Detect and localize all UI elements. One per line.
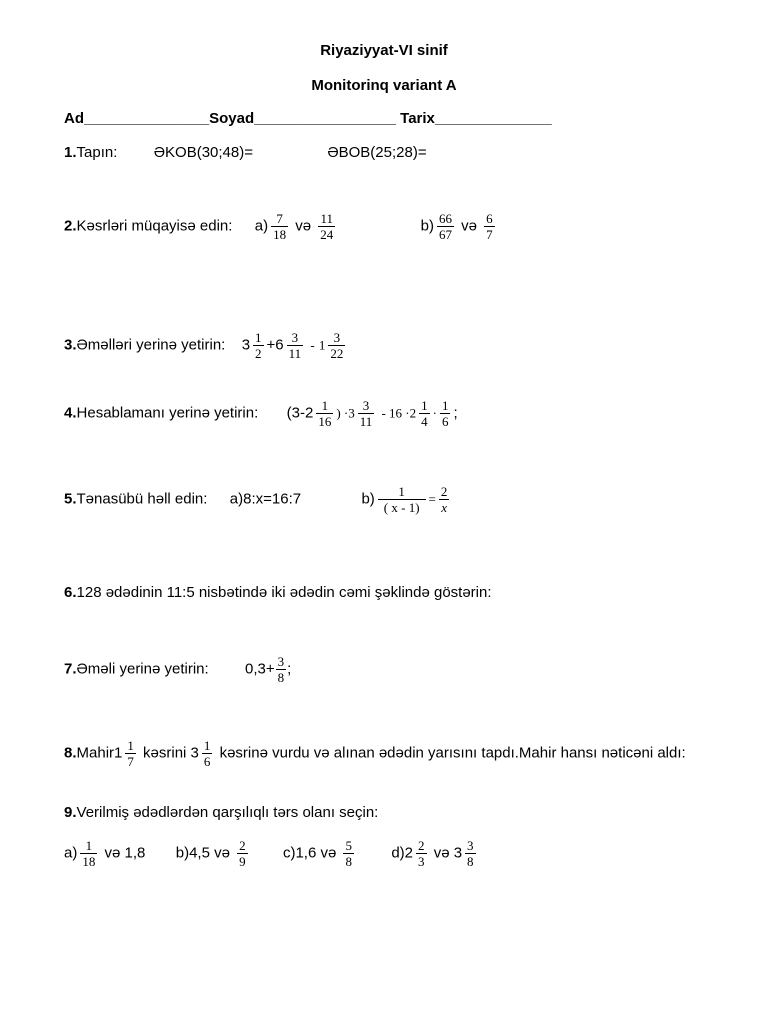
question-text: Tapın: xyxy=(76,144,118,161)
question-text: kəsrinə vurdu və alınan ədədin yarısını tapdı.Mahir hansı nəticəni aldı: xyxy=(219,744,686,762)
question-6 xyxy=(64,584,492,601)
question-text: Mahir1 xyxy=(76,744,123,762)
surname-blank: _________________ xyxy=(254,110,396,127)
conjunction: və xyxy=(461,217,477,235)
fraction: $\frac{3}{11}$ xyxy=(288,330,302,361)
option-a-label: a) xyxy=(64,844,78,862)
fraction: $\frac{1}{6}$ xyxy=(203,738,211,769)
fraction: $\frac{1}{7}$ xyxy=(127,738,134,769)
fraction: $\frac{3}{22}$ xyxy=(330,330,344,361)
question-number: 5. xyxy=(64,490,77,508)
fraction: $\frac{2}{x}$ xyxy=(440,484,448,515)
fraction: $\frac{3}{8}$ xyxy=(277,654,285,685)
expression-part: 0,3+ xyxy=(245,660,275,678)
question-text: Kəsrləri müqayisə edin: xyxy=(76,217,233,235)
fraction: $\frac{1}{4}$ xyxy=(421,398,428,429)
date-label: Tarix xyxy=(400,110,435,127)
surname-label: Soyad xyxy=(209,110,255,127)
question-number: 9. xyxy=(64,804,77,821)
fraction: $\frac{2}{9}$ xyxy=(239,838,246,869)
question-text: Əməlləri yerinə yetirin: xyxy=(76,336,226,354)
question-9-options xyxy=(64,838,479,869)
question-number: 8. xyxy=(64,744,77,762)
question-number: 7. xyxy=(64,660,77,678)
question-text: Tənasübü həll edin: xyxy=(76,490,208,508)
option-a-label: a) xyxy=(254,217,269,235)
question-number: 6. xyxy=(64,584,77,601)
lcm-expression: ƏKOB(30;48)= xyxy=(153,144,253,161)
fraction: $\frac{5}{8}$ xyxy=(345,838,352,869)
question-text: Əməli yerinə yetirin: xyxy=(76,660,209,678)
fraction: $\frac{1}{2}$ xyxy=(255,330,262,361)
expression-end: ; xyxy=(287,660,292,678)
fraction: $\frac{11}{24}$ xyxy=(320,211,334,242)
option-a: a)8:x=16:7 xyxy=(229,490,302,508)
option-c-label: c)1,6 və xyxy=(282,844,337,862)
question-number: 1. xyxy=(64,144,77,161)
question-8 xyxy=(64,738,686,769)
question-2 xyxy=(64,211,498,242)
fraction: $\frac{2}{3}$ xyxy=(418,838,425,869)
conjunction: və xyxy=(295,217,312,235)
question-number: 2. xyxy=(64,217,77,235)
equals-sign: = xyxy=(428,491,436,507)
fraction: $\frac{66}{67}$ xyxy=(438,211,452,242)
question-7 xyxy=(64,654,291,685)
page-subtitle: Monitorinq variant A xyxy=(311,77,457,94)
question-text: Hesablamanı yerinə yetirin: xyxy=(76,404,259,422)
fraction: $\frac{7}{18}$ xyxy=(273,211,287,242)
question-1 xyxy=(64,144,427,161)
expression-end: ; xyxy=(453,404,458,422)
question-3 xyxy=(64,330,348,361)
option-d-label: d)2 xyxy=(391,844,414,862)
student-info-line xyxy=(64,110,552,127)
expression-part: (3-2 xyxy=(286,404,314,422)
page-title: Riyaziyyat-VI sinif xyxy=(320,42,448,59)
expression-part: - 16 ·2 xyxy=(381,405,417,421)
expression-part: · xyxy=(432,405,437,421)
fraction: $\frac{3}{11}$ xyxy=(359,398,373,429)
fraction: $\frac{1}{16}$ xyxy=(318,398,332,429)
fraction: $\frac{3}{8}$ xyxy=(467,838,474,869)
name-blank: _______________ xyxy=(84,110,210,127)
question-text: 128 ədədinin 11:5 nisbətində iki ədədin cəmi şəklində göstərin: xyxy=(76,584,492,601)
conjunction: və 3 xyxy=(433,844,463,862)
date-blank: ______________ xyxy=(434,110,552,127)
fraction: $\frac{1}{18}$ xyxy=(82,838,96,869)
fraction: $\frac{1}{( x - 1)}$ xyxy=(378,484,426,515)
operator: +6 xyxy=(266,336,284,354)
gcd-expression: ƏBOB(25;28)= xyxy=(327,144,427,161)
question-4 xyxy=(64,398,458,429)
fraction: $\frac{6}{7}$ xyxy=(486,211,493,242)
option-a-rest: və 1,8 xyxy=(104,844,146,862)
fraction: $\frac{1}{6}$ xyxy=(441,398,449,429)
option-b-label: b)4,5 və xyxy=(175,844,230,862)
question-text: Verilmiş ədədlərdən qarşılıqlı tərs olanı seçin: xyxy=(76,804,379,821)
question-9 xyxy=(64,804,378,821)
option-b-label: b) xyxy=(361,490,375,508)
expression-part: ) ·3 xyxy=(336,405,355,421)
operator: - xyxy=(310,337,315,353)
whole-part: 3 xyxy=(241,336,251,354)
whole-part: 1 xyxy=(318,337,326,353)
option-b-label: b) xyxy=(420,217,434,235)
question-number: 4. xyxy=(64,404,77,422)
question-5 xyxy=(64,484,452,515)
name-label: Ad xyxy=(64,110,84,127)
question-text: kəsrini 3 xyxy=(143,744,199,762)
question-number: 3. xyxy=(64,336,77,354)
